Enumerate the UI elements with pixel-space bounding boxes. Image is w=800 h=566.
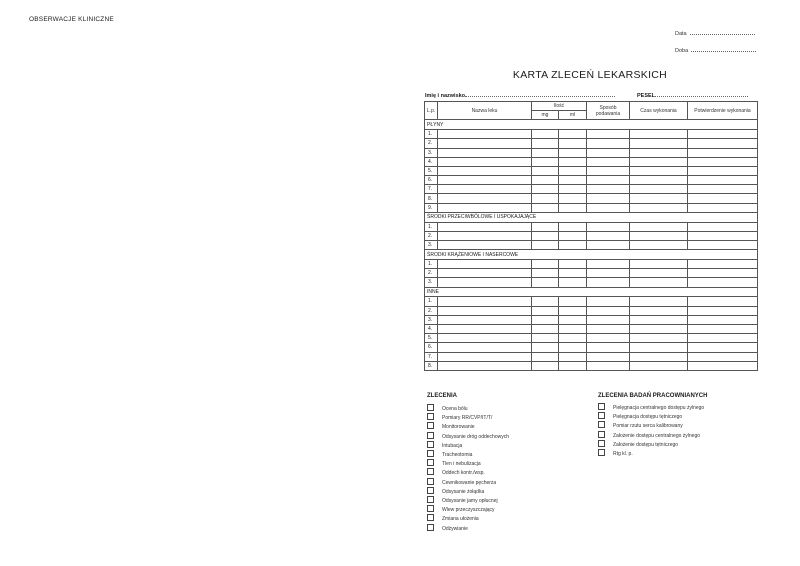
mg-cell[interactable] (532, 176, 559, 185)
table-row (425, 306, 758, 315)
drug-name-cell[interactable] (438, 361, 532, 370)
ml-cell[interactable] (559, 157, 587, 166)
mg-cell[interactable] (532, 203, 559, 212)
checklist-item[interactable] (427, 432, 509, 440)
time-cell[interactable] (630, 231, 688, 240)
time-cell[interactable] (630, 203, 688, 212)
time-cell[interactable] (630, 241, 688, 250)
checkbox[interactable] (427, 413, 434, 420)
checklist-label: Wlew przeczyszczający (442, 507, 495, 514)
checklist-item[interactable] (598, 421, 683, 429)
table-row (425, 203, 758, 212)
row-number: 2. (425, 139, 438, 148)
drug-name-cell[interactable] (438, 148, 532, 157)
mg-cell[interactable] (532, 260, 559, 269)
ml-cell[interactable] (559, 148, 587, 157)
mg-cell[interactable] (532, 222, 559, 231)
checklist-label: Odżywianie (442, 525, 468, 532)
route-cell[interactable] (587, 203, 630, 212)
row-number: 1. (425, 222, 438, 231)
checkbox[interactable] (427, 496, 434, 503)
checklist-item[interactable] (427, 422, 475, 430)
time-cell[interactable] (630, 130, 688, 139)
ml-cell[interactable] (559, 203, 587, 212)
ml-cell[interactable] (559, 278, 587, 287)
confirm-cell[interactable] (688, 157, 758, 166)
drug-name-cell[interactable] (438, 157, 532, 166)
confirm-cell[interactable] (688, 148, 758, 157)
header-lp: L.p. (425, 102, 438, 120)
ml-cell[interactable] (559, 139, 587, 148)
name-label: Imię i nazwisko (425, 93, 466, 99)
table-row (425, 269, 758, 278)
mg-cell[interactable] (532, 334, 559, 343)
checklist-item[interactable] (427, 487, 484, 495)
header-quantity: Ilość (532, 102, 587, 111)
route-cell[interactable] (587, 361, 630, 370)
date-field[interactable] (675, 31, 755, 37)
table-row (425, 130, 758, 139)
pesel-label: PESEL (637, 93, 656, 99)
time-cell[interactable] (630, 334, 688, 343)
row-number: 3. (425, 241, 438, 250)
time-cell[interactable] (630, 185, 688, 194)
mg-cell[interactable] (532, 315, 559, 324)
checkbox[interactable] (427, 468, 434, 475)
drug-name-cell[interactable] (438, 222, 532, 231)
pesel-line[interactable] (655, 96, 748, 97)
time-cell[interactable] (630, 148, 688, 157)
drug-name-cell[interactable] (438, 324, 532, 333)
drug-name-cell[interactable] (438, 185, 532, 194)
checkbox[interactable] (598, 449, 605, 456)
checkbox[interactable] (427, 441, 434, 448)
time-cell[interactable] (630, 324, 688, 333)
mg-cell[interactable] (532, 166, 559, 175)
ml-cell[interactable] (559, 130, 587, 139)
confirm-cell[interactable] (688, 130, 758, 139)
checkbox[interactable] (598, 403, 605, 410)
time-cell[interactable] (630, 297, 688, 306)
checkbox[interactable] (598, 412, 605, 419)
route-cell[interactable] (587, 194, 630, 203)
mg-cell[interactable] (532, 269, 559, 278)
orders-table (424, 101, 758, 371)
card-title: KARTA ZLECEŃ LEKARSKICH (512, 69, 668, 81)
route-cell[interactable] (587, 139, 630, 148)
mg-cell[interactable] (532, 343, 559, 352)
table-row (425, 194, 758, 203)
table-row (425, 352, 758, 361)
route-cell[interactable] (587, 166, 630, 175)
confirm-cell[interactable] (688, 324, 758, 333)
row-number: 9. (425, 203, 438, 212)
confirm-cell[interactable] (688, 260, 758, 269)
table-row (425, 324, 758, 333)
mg-cell[interactable] (532, 157, 559, 166)
mg-cell[interactable] (532, 324, 559, 333)
checklist-label: Tlen i nebulizacja (442, 461, 481, 468)
checkbox[interactable] (427, 404, 434, 411)
ml-cell[interactable] (559, 176, 587, 185)
checklist-label: Monitorowanie (442, 424, 475, 431)
drug-name-cell[interactable] (438, 352, 532, 361)
checklist-item[interactable] (427, 413, 492, 421)
time-cell[interactable] (630, 361, 688, 370)
route-cell[interactable] (587, 130, 630, 139)
time-cell[interactable] (630, 222, 688, 231)
confirm-cell[interactable] (688, 139, 758, 148)
row-number: 4. (425, 157, 438, 166)
section-row (425, 120, 758, 130)
mg-cell[interactable] (532, 130, 559, 139)
table-row (425, 139, 758, 148)
ml-cell[interactable] (559, 260, 587, 269)
time-cell[interactable] (630, 166, 688, 175)
time-cell[interactable] (630, 194, 688, 203)
route-cell[interactable] (587, 352, 630, 361)
row-number: 6. (425, 176, 438, 185)
confirm-cell[interactable] (688, 231, 758, 240)
table-row (425, 157, 758, 166)
left-page-title: OBSERWACJE KLINICZNE (29, 16, 114, 23)
checklist-item[interactable] (598, 449, 633, 457)
time-cell[interactable] (630, 260, 688, 269)
table-row (425, 315, 758, 324)
ml-cell[interactable] (559, 343, 587, 352)
checklist-item[interactable] (427, 514, 479, 522)
checklist-label: Rtg kl. p. (613, 451, 633, 457)
route-cell[interactable] (587, 315, 630, 324)
day-label: Doba (675, 48, 689, 54)
confirm-cell[interactable] (688, 306, 758, 315)
row-number: 7. (425, 352, 438, 361)
checklist-label: Intubacja (442, 442, 463, 449)
row-number: 1. (425, 297, 438, 306)
table-row (425, 278, 758, 287)
drug-name-cell[interactable] (438, 260, 532, 269)
checkbox[interactable] (427, 450, 434, 457)
section-title: INNE (425, 287, 758, 297)
checklist-label: Odsysanie żołądka (442, 488, 485, 495)
route-cell[interactable] (587, 185, 630, 194)
mg-cell[interactable] (532, 241, 559, 250)
table-row (425, 297, 758, 306)
confirm-cell[interactable] (688, 269, 758, 278)
drug-name-cell[interactable] (438, 278, 532, 287)
checklist-item[interactable] (598, 431, 700, 439)
route-cell[interactable] (587, 343, 630, 352)
checklist-item[interactable] (598, 440, 678, 448)
row-number: 7. (425, 185, 438, 194)
row-number: 2. (425, 306, 438, 315)
drug-name-cell[interactable] (438, 241, 532, 250)
route-cell[interactable] (587, 324, 630, 333)
time-cell[interactable] (630, 352, 688, 361)
drug-name-cell[interactable] (438, 315, 532, 324)
drug-name-cell[interactable] (438, 203, 532, 212)
section-row (425, 287, 758, 297)
confirm-cell[interactable] (688, 315, 758, 324)
mg-cell[interactable] (532, 231, 559, 240)
route-cell[interactable] (587, 157, 630, 166)
route-cell[interactable] (587, 306, 630, 315)
row-number: 3. (425, 148, 438, 157)
route-cell[interactable] (587, 334, 630, 343)
table-row (425, 334, 758, 343)
row-number: 6. (425, 343, 438, 352)
mg-cell[interactable] (532, 194, 559, 203)
checklist-item[interactable] (427, 468, 485, 476)
route-cell[interactable] (587, 231, 630, 240)
confirm-cell[interactable] (688, 222, 758, 231)
checklist-label: Odsysanie jamy opłucnej (442, 498, 498, 504)
checkbox[interactable] (427, 478, 434, 485)
ml-cell[interactable] (559, 241, 587, 250)
drug-name-cell[interactable] (438, 176, 532, 185)
mg-cell[interactable] (532, 278, 559, 287)
checklist-label: Oddech kontr./wsp. (442, 470, 485, 477)
drug-name-cell[interactable] (438, 139, 532, 148)
section-row (425, 212, 758, 222)
route-cell[interactable] (587, 222, 630, 231)
checkbox[interactable] (427, 422, 434, 429)
name-line[interactable] (465, 96, 615, 97)
table-row (425, 148, 758, 157)
checkbox[interactable] (427, 514, 434, 521)
checklist-item[interactable] (427, 524, 468, 532)
drug-name-cell[interactable] (438, 166, 532, 175)
drug-name-cell[interactable] (438, 194, 532, 203)
row-number: 3. (425, 315, 438, 324)
checklist-label: Pielęgnacja dostępu tętniczego (613, 414, 683, 421)
row-number: 2. (425, 231, 438, 240)
checkbox[interactable] (427, 487, 434, 494)
route-cell[interactable] (587, 297, 630, 306)
drug-name-cell[interactable] (438, 297, 532, 306)
checklist-item[interactable] (427, 459, 481, 467)
checklist-item[interactable] (598, 412, 682, 420)
header-mg: mg (532, 111, 559, 120)
ml-cell[interactable] (559, 324, 587, 333)
confirm-cell[interactable] (688, 176, 758, 185)
time-cell[interactable] (630, 315, 688, 324)
ml-cell[interactable] (559, 222, 587, 231)
row-number: 3. (425, 278, 438, 287)
confirm-cell[interactable] (688, 278, 758, 287)
checklist-label: Cewnikowanie pęcherza (442, 479, 497, 486)
checklist-item[interactable] (598, 403, 704, 411)
table-row (425, 185, 758, 194)
ml-cell[interactable] (559, 269, 587, 278)
row-number: 2. (425, 269, 438, 278)
ml-cell[interactable] (559, 185, 587, 194)
time-cell[interactable] (630, 176, 688, 185)
row-number: 8. (425, 194, 438, 203)
confirm-cell[interactable] (688, 352, 758, 361)
row-number: 8. (425, 361, 438, 370)
checkbox[interactable] (598, 431, 605, 438)
checkbox[interactable] (427, 524, 434, 531)
table-row (425, 260, 758, 269)
drug-name-cell[interactable] (438, 306, 532, 315)
confirm-cell[interactable] (688, 361, 758, 370)
checkbox[interactable] (598, 421, 605, 428)
ml-cell[interactable] (559, 334, 587, 343)
time-cell[interactable] (630, 139, 688, 148)
time-cell[interactable] (630, 269, 688, 278)
checkbox[interactable] (427, 505, 434, 512)
confirm-cell[interactable] (688, 334, 758, 343)
route-cell[interactable] (587, 260, 630, 269)
confirm-cell[interactable] (688, 343, 758, 352)
section-title: ŚRODKI KRĄŻENIOWE I NASERCOWE (425, 250, 758, 260)
route-cell[interactable] (587, 241, 630, 250)
ml-cell[interactable] (559, 297, 587, 306)
checklist-label: Tracheotomia (442, 452, 473, 458)
table-row (425, 231, 758, 240)
table-row (425, 361, 758, 370)
header-drug-name: Nazwa leku (438, 102, 532, 120)
checklist-label: Założenie dostępu centralnego żylnego (613, 432, 701, 439)
row-number: 1. (425, 260, 438, 269)
table-row (425, 343, 758, 352)
mg-cell[interactable] (532, 139, 559, 148)
time-cell[interactable] (630, 306, 688, 315)
checklist-item[interactable] (427, 505, 495, 513)
checklist-item[interactable] (427, 404, 468, 412)
section-title: ŚRODKI PRZECIWBÓLOWE I USPOKAJAJĄCE (425, 212, 758, 222)
time-cell[interactable] (630, 157, 688, 166)
mg-cell[interactable] (532, 352, 559, 361)
section-title: PŁYNY (425, 120, 758, 130)
route-cell[interactable] (587, 278, 630, 287)
checklist-label: Zmiana ułożenia (442, 516, 479, 523)
route-cell[interactable] (587, 148, 630, 157)
confirm-cell[interactable] (688, 203, 758, 212)
table-row (425, 176, 758, 185)
drug-name-cell[interactable] (438, 269, 532, 278)
mg-cell[interactable] (532, 297, 559, 306)
checklist-item[interactable] (427, 496, 498, 504)
header-ml: ml (559, 111, 587, 120)
route-cell[interactable] (587, 269, 630, 278)
checkbox[interactable] (427, 459, 434, 466)
confirm-cell[interactable] (688, 297, 758, 306)
checklist-label: Ocena bólu (442, 406, 468, 412)
time-cell[interactable] (630, 278, 688, 287)
confirm-cell[interactable] (688, 166, 758, 175)
mg-cell[interactable] (532, 185, 559, 194)
drug-name-cell[interactable] (438, 343, 532, 352)
checklist-label: Pomiary RR/CVP/IT/T/ (442, 415, 493, 422)
ml-cell[interactable] (559, 352, 587, 361)
ml-cell[interactable] (559, 361, 587, 370)
checkbox[interactable] (598, 440, 605, 447)
drug-name-cell[interactable] (438, 130, 532, 139)
header-time: Czas wykonania (630, 102, 688, 120)
drug-name-cell[interactable] (438, 334, 532, 343)
checklist-label: Odsysanie dróg oddechowych (442, 433, 509, 440)
orders-title: ZLECENIA (427, 393, 457, 399)
route-cell[interactable] (587, 176, 630, 185)
date-line[interactable] (690, 34, 755, 35)
time-cell[interactable] (630, 343, 688, 352)
row-number: 4. (425, 324, 438, 333)
section-row (425, 250, 758, 260)
ml-cell[interactable] (559, 231, 587, 240)
ml-cell[interactable] (559, 194, 587, 203)
drug-name-cell[interactable] (438, 231, 532, 240)
ml-cell[interactable] (559, 166, 587, 175)
confirm-cell[interactable] (688, 185, 758, 194)
day-field[interactable] (675, 48, 756, 54)
checklist-item[interactable] (427, 450, 472, 458)
checklist-item[interactable] (427, 441, 462, 449)
checkbox[interactable] (427, 432, 434, 439)
mg-cell[interactable] (532, 148, 559, 157)
patient-name-field[interactable] (425, 93, 615, 99)
mg-cell[interactable] (532, 361, 559, 370)
ml-cell[interactable] (559, 306, 587, 315)
checklist-label: Pomiar rzutu serca kalibrowany (613, 423, 683, 430)
table-row (425, 241, 758, 250)
pesel-field[interactable] (637, 93, 748, 99)
checklist-label: Pielęgnacja centralnego dostępu żylnego (613, 405, 705, 411)
header-route: Sposób podawania (587, 102, 630, 120)
checklist-item[interactable] (427, 478, 496, 486)
row-number: 1. (425, 130, 438, 139)
row-number: 5. (425, 334, 438, 343)
table-row (425, 166, 758, 175)
mg-cell[interactable] (532, 306, 559, 315)
confirm-cell[interactable] (688, 241, 758, 250)
day-line[interactable] (691, 51, 756, 52)
date-label: Data (675, 31, 687, 37)
ml-cell[interactable] (559, 315, 587, 324)
row-number: 5. (425, 166, 438, 175)
lab-orders-title: ZLECENIA BADAŃ PRACOWNIANYCH (598, 393, 708, 399)
confirm-cell[interactable] (688, 194, 758, 203)
header-confirm: Potwierdzenie wykonania (688, 102, 758, 120)
table-row (425, 222, 758, 231)
checklist-label: Założenie dostępu tętniczego (613, 441, 679, 448)
